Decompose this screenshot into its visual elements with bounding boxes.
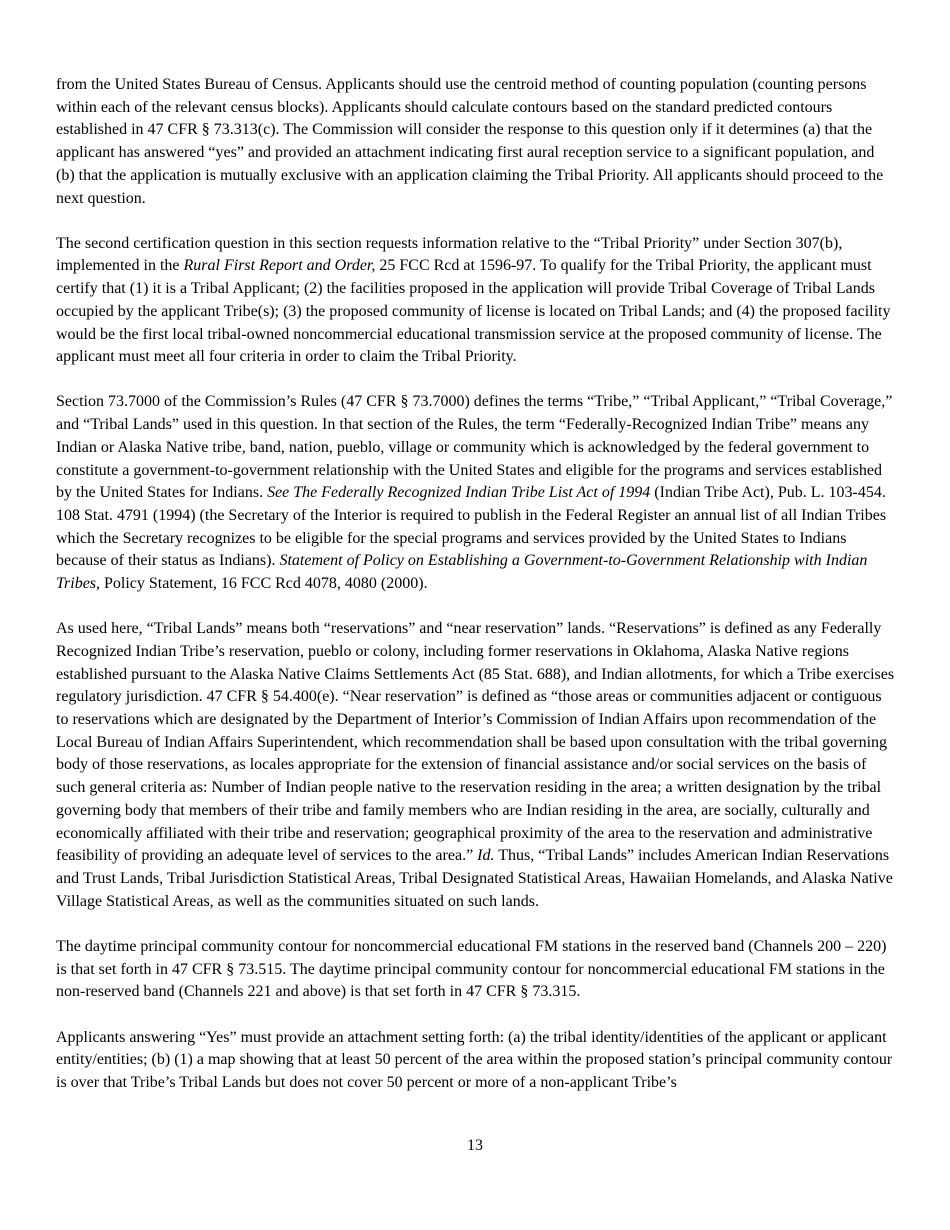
paragraph-text: Section 73.7000 of the Commission’s Rules (47 CFR § 73.7000) defines the terms “Tribe,” “Tribal Applicant,” “Tribal Coverage,” and “Tribal Lands” used in this question. In that section of the Rules, the term “Federally-Recognized Indian Tribe” means any Indian or Alaska Native tribe, band, nation, pueblo, village or community which is acknowledged by the federal government to constitute a government-to-government relationship with the United States and eligible for the programs and services established by the United States for Indians. xyxy=(56,393,893,502)
paragraph-attachment-requirements xyxy=(56,1027,896,1095)
paragraph-text: from the United States Bureau of Census. Applicants should use the centroid method of counting population (counting persons within each of the relevant census blocks). Applicants should calculate contours based on the standard predicted contours established in 47 CFR § 73.313(c). The Commission will consider the response to this question only if it determines (a) that the applicant has answered “yes” and provided an attachment indicating first aural reception service to a significant population, and (b) that the application is mutually exclusive with an application claiming the Tribal Priority. All applicants should proceed to the next question. xyxy=(56,76,884,207)
body-text xyxy=(56,74,896,1117)
paragraph-text: Thus, “Tribal Lands” includes American Indian Reservations and Trust Lands, Tribal Jurisdiction Statistical Areas, Tribal Designated Statistical Areas, Hawaiian Homelands, and Alaska Native Village Statistical Areas, as well as the communities situated on such lands. xyxy=(56,847,893,910)
paragraph-tribal-priority xyxy=(56,233,896,369)
page-number: 13 xyxy=(467,1137,483,1154)
paragraph-text: The second certification question in this section requests information relative to the “Tribal Priority” under Section 307(b), implemented in the xyxy=(56,234,843,275)
paragraph-census-method xyxy=(56,74,896,210)
paragraph-definitions xyxy=(56,391,896,595)
citation-statement-of-policy: Statement of Policy on Establishing a Government-to-Government Relationship with Indian Tribes xyxy=(56,552,868,593)
citation-rural-first-report: Rural First Report and Order, xyxy=(183,257,376,275)
paragraph-text: As used here, “Tribal Lands” means both “reservations” and “near reservation” lands. “Reservations” is defined as any Federally Recognized Indian Tribe’s reservation, pueblo or colony, including former reservations in Oklahoma, Alaska Native regions established pursuant to the Alaska Native Claims Settlements Act (85 Stat. 688), and Indian allotments, for which a Tribe exercises regulatory jurisdiction. 47 CFR § 54.400(e). “Near reservation” is defined as “those areas or communities adjacent or contiguous to reservations which are designated by the Department of Interior’s Commission of Indian Affairs upon recommendation of the Local Bureau of Indian Affairs Superintendent, which recommendation shall be based upon consultation with the tribal governing body of those reservations, as locales appropriate for the extension of financial assistance and/or social services on the basis of such general criteria as: Number of Indian people native to the reservation residing in the area; a written designation by the tribal governing body that members of their tribe and family members who are Indian residing in the area, are socially, culturally and economically affiliated with their tribe and reservation; geographical proximity of the area to the reservation and administrative feasibility of providing an adequate level of services to the area.” xyxy=(56,620,895,865)
paragraph-text: Applicants answering “Yes” must provide an attachment setting forth: (a) the tribal identity/identities of the applicant or applicant entity/entities; (b) (1) a map showing that at least 50 percent of the area within the proposed station’s principal community contour is over that Tribe’s Tribal Lands but does not cover 50 percent or more of a non-applicant Tribe’s xyxy=(56,1028,893,1091)
citation-id: Id. xyxy=(477,847,495,865)
paragraph-text: The daytime principal community contour for noncommercial educational FM stations in the reserved band (Channels 200 – 220) is that set forth in 47 CFR § 73.515. The daytime principal community contour for noncommercial educational FM stations in the non-reserved band (Channels 221 and above) is that set forth in 47 CFR § 73.315. xyxy=(56,937,887,1001)
paragraph-text: (Indian Tribe Act), Pub. L. 103-454. 108 Stat. 4791 (1994) (the Secretary of the Interior is required to publish in the Federal Register an annual list of all Indian Tribes which the Secretary recognizes to be eligible for the special programs and services provided by the United States to Indians because of their status as Indians). xyxy=(56,484,887,570)
paragraph-contours xyxy=(56,936,896,1004)
paragraph-text: , Policy Statement, 16 FCC Rcd 4078, 4080 (2000). xyxy=(96,575,428,593)
citation-indian-tribe-list-act: See The Federally Recognized Indian Tribe List Act of 1994 xyxy=(267,484,651,502)
paragraph-text: 25 FCC Rcd at 1596-97. To qualify for the Tribal Priority, the applicant must certify that (1) it is a Tribal Applicant; (2) the facilities proposed in the application will provide Tribal Coverage of Tribal Lands occupied by the applicant Tribe(s); (3) the proposed community of license is located on Tribal Lands; and (4) the proposed facility would be the first local tribal-owned noncommercial educational transmission service at the proposed community of license. The applicant must meet all four criteria in order to claim the Tribal Priority. xyxy=(56,257,891,366)
paragraph-tribal-lands xyxy=(56,618,896,913)
